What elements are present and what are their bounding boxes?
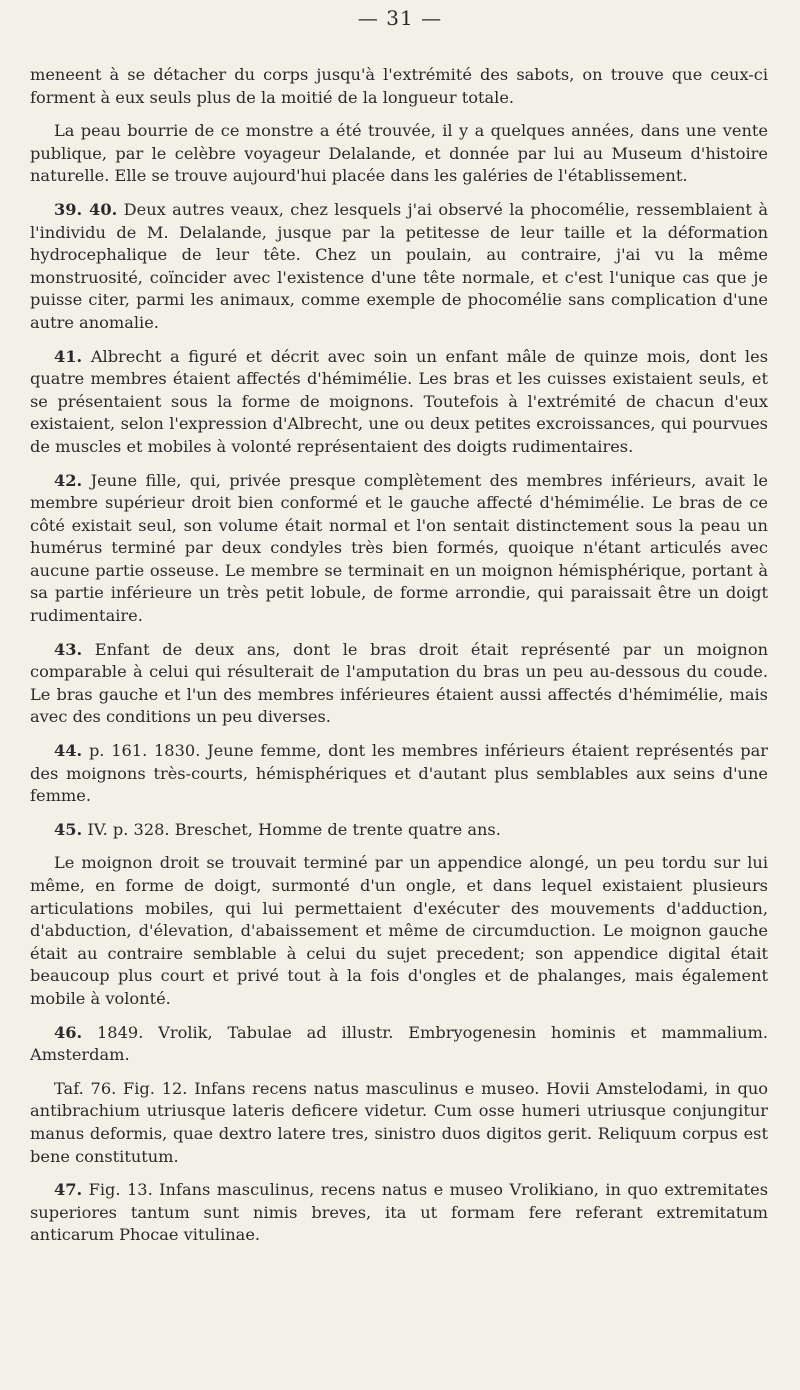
paragraph-text: Jeune fille, qui, privée presque complètement des membres inférieurs, avait le membre supérieur droit bien conformé et le gauche affecté d'hémimélie. Le bras de ce côté existait seul, son volume était normal et l'on sentait distinctement sous la peau un humérus terminé par deux condyles très bien formés, quoique n'étant articulés avec aucune partie osseuse. Le membre se terminait en un moignon hémisphérique, portant à sa partie inférieure un très petit lobule, de forme arrondie, qui paraissait être un doigt rudimentaire. [30, 470, 768, 626]
paragraph-number: 39. 40. [54, 199, 118, 219]
paragraph [30, 64, 768, 109]
paragraph-number: 47. [54, 1180, 83, 1200]
paragraph-text: meneent à se détacher du corps jusqu'à l'extrémité des sabots, on trouve que ceux-ci forment à eux seuls plus de la moitié de la longueur totale. [30, 65, 768, 107]
paragraph [30, 120, 768, 188]
paragraph-text: IV. p. 328. Breschet, Homme de trente quatre ans. [87, 819, 501, 839]
paragraph-text: Taf. 76. Fig. 12. Infans recens natus masculinus e museo. Hovii Amstelodami, in quo antibrachium utriusque lateris deficere videtur. Cum osse humeri utriusque conjungitur manus deformis, quae dextro latere tres, sinistro duos digitos gerit. Reliquum corpus est bene constitutum. [30, 1078, 768, 1166]
paragraph [30, 470, 768, 628]
paragraph-number: 44. [54, 741, 83, 761]
paragraph [30, 852, 768, 1010]
paragraph-text: Fig. 13. Infans masculinus, recens natus e museo Vrolikiano, in quo extremitates superiores tantum sunt nimis breves, ita ut formam fere referant extremitatum anticarum Phocae vitulinae. [30, 1180, 768, 1245]
paragraph [30, 346, 768, 459]
paragraph-number: 45. [54, 819, 83, 839]
paragraph-number: 42. [54, 470, 83, 490]
paragraph-text: Enfant de deux ans, dont le bras droit était représenté par un moignon comparable à celui qui résulterait de l'amputation du bras un peu au-dessous du coude. Le bras gauche et l'un des membres inférieures étaient aussi affectés d'hémimélie, mais avec des conditions un peu diverses. [30, 639, 768, 727]
paragraph-text: Deux autres veaux, chez lesquels j'ai observé la phocomélie, ressemblaient à l'individu de M. Delalande, jusque par la petitesse de leur taille et la déformation hydrocephalique de leur tête. Chez un poulain, au contraire, j'ai vu la même monstruosité, coïncider avec l'existence d'une tête normale, et c'est l'unique cas que je puisse citer, parmi les animaux, comme exemple de phocomélie sans complication d'une autre anomalie. [30, 199, 768, 332]
paragraph [30, 1078, 768, 1168]
paragraph-number: 43. [54, 639, 83, 659]
paragraph-text: p. 161. 1830. Jeune femme, dont les membres inférieurs étaient représentés par des moignons très-courts, hémisphériques et d'autant plus semblables aux seins d'une femme. [30, 741, 768, 806]
paragraph [30, 819, 768, 842]
paragraph [30, 740, 768, 808]
paragraph-text: 1849. Vrolik, Tabulae ad illustr. Embryogenesin hominis et mammalium. Amsterdam. [30, 1022, 768, 1065]
paragraph-number: 46. [54, 1022, 83, 1042]
page-number: — 31 — [357, 6, 443, 30]
paragraph [30, 639, 768, 729]
paragraph-text: Albrecht a figuré et décrit avec soin un enfant mâle de quinze mois, dont les quatre membres étaient affectés d'hémimélie. Les bras et les cuisses existaient seuls, et se présentaient sous la forme de moignons. Toutefois à l'extrémité de chacun d'eux existaient, selon l'expression d'Albrecht, une ou deux petites excroissances, qui pourvues de muscles et mobiles à volonté représentaient des doigts rudimentaires. [30, 346, 768, 456]
paragraph-text: La peau bourrie de ce monstre a été trouvée, il y a quelques années, dans une vente publique, par le celèbre voyageur Delalande, et donnée par lui au Museum d'histoire naturelle. Elle se trouve aujourd'hui placée dans les galéries de l'établissement. [30, 121, 768, 186]
body-text [30, 64, 768, 1258]
paragraph-number: 41. [54, 346, 83, 366]
paragraph [30, 199, 768, 335]
paragraph [30, 1179, 768, 1247]
paragraph-text: Le moignon droit se trouvait terminé par un appendice alongé, un peu tordu sur lui même, en forme de doigt, surmonté d'un ongle, et dans lequel existaient plusieurs articulations mobiles, qui lui permettaient d'exécuter des mouvements d'adduction, d'abduction, d'élevation, d'abaissement et même de circumduction. Le moignon gauche était au contraire semblable à celui du sujet precedent; son appendice digital était beaucoup plus court et privé tout à la fois d'ongles et de phalanges, mais également mobile à volonté. [30, 853, 768, 1008]
paragraph [30, 1022, 768, 1067]
